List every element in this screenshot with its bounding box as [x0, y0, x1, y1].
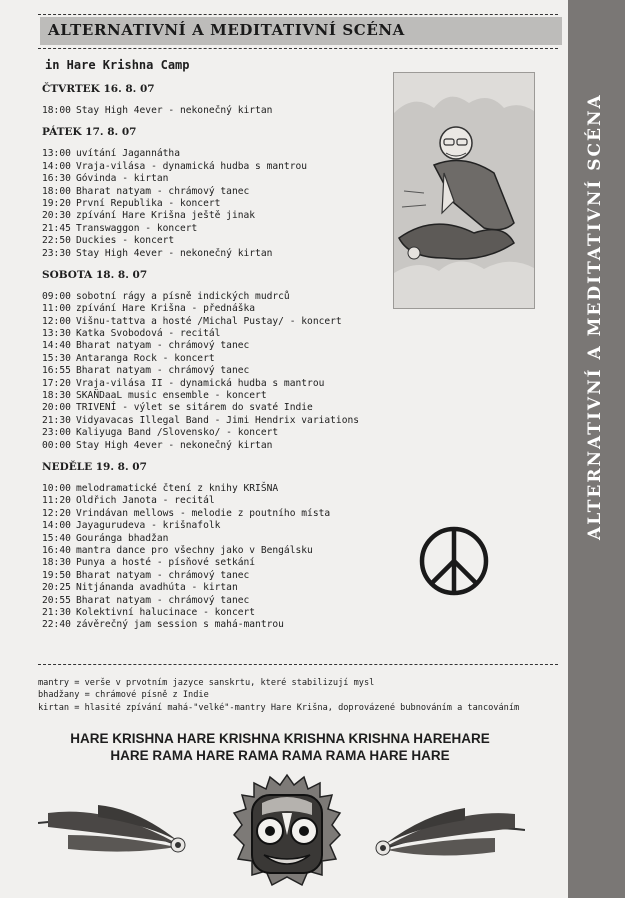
event-text: Jayagurudeva - krišnafolk [76, 520, 221, 532]
event-row [42, 483, 392, 495]
event-row [42, 495, 392, 507]
day-title: PÁTEK 17. 8. 07 [42, 126, 137, 139]
event-text: zpívání Hare Krišna - přednáška [76, 303, 256, 315]
event-text: Góvinda - kirtan [76, 173, 169, 185]
event-text: Vrindávan mellows - melodie z poutního místa [76, 507, 331, 519]
event-time: 20:55 [42, 594, 71, 606]
day-block [42, 125, 392, 260]
event-time: 12:20 [42, 507, 71, 519]
event-text: Bharat natyam - chrámový tanec [76, 185, 250, 197]
peacock-feather-icon [365, 808, 525, 868]
glossary-line: kirtan = hlasité zpívání mahá-"velké"-mantry Hare Krišna, doprovázené bubnováním a tancováním [38, 702, 520, 713]
day-block [42, 268, 392, 452]
event-row [42, 186, 392, 198]
event-row [42, 427, 392, 439]
event-time: 22:50 [42, 235, 71, 247]
event-time: 16:30 [42, 173, 71, 185]
event-row [42, 607, 392, 619]
event-time: 20:30 [42, 210, 71, 222]
maha-mantra [40, 730, 520, 764]
event-text: Vraja-vilása - dynamická hudba s mantrou [76, 160, 308, 172]
event-text: Vraja-vilása II - dynamická hudba s mantrou [76, 377, 325, 389]
event-time: 14:00 [42, 520, 71, 532]
monk-drawing [394, 73, 534, 308]
event-time: 11:20 [42, 495, 71, 507]
event-text: SKAN̈DaaL music ensemble - koncert [76, 390, 267, 402]
day-block [42, 460, 392, 632]
day-block [42, 82, 392, 117]
event-time: 16:40 [42, 544, 71, 556]
event-row [42, 582, 392, 594]
glossary-line: mantry = verše v prvotním jazyce sanskrtu, které stabilizují mysl [38, 678, 375, 688]
event-row [42, 328, 392, 340]
event-text: Stay High 4ever - nekonečný kirtan [76, 105, 273, 116]
event-time: 18:30 [42, 390, 71, 402]
event-row [42, 291, 392, 303]
event-time: 00:00 [42, 439, 71, 451]
event-row [42, 402, 392, 414]
event-time: 19:20 [42, 197, 71, 209]
event-row [42, 508, 392, 520]
page-title: ALTERNATIVNÍ A MEDITATIVNÍ SCÉNA [48, 21, 405, 39]
event-time: 23:30 [42, 247, 71, 259]
event-text: První Republika - koncert [76, 197, 221, 209]
event-row [42, 533, 392, 545]
event-row [42, 595, 392, 607]
event-row [42, 316, 392, 328]
event-text: Vidyavacas Illegal Band - Jimi Hendrix variations [76, 414, 360, 426]
event-time: 18:00 [42, 105, 71, 116]
day-title: SOBOTA 18. 8. 07 [42, 268, 148, 281]
event-time: 14:00 [42, 160, 71, 172]
top-divider [38, 14, 558, 15]
event-text: Bharat natyam - chrámový tanec [76, 594, 250, 606]
event-text: Kaliyuga Band /Slovensko/ - koncert [76, 427, 279, 439]
event-time: 20:25 [42, 582, 71, 594]
event-row [42, 557, 392, 569]
event-time: 22:40 [42, 619, 71, 631]
event-time: 18:30 [42, 557, 71, 569]
event-text: Antaranga Rock - koncert [76, 352, 215, 364]
footer-divider [38, 664, 558, 665]
event-text: Katka Svobodová - recitál [76, 328, 221, 340]
event-row [42, 105, 392, 117]
event-time: 16:55 [42, 365, 71, 377]
event-row [42, 570, 392, 582]
event-row [42, 440, 392, 452]
event-row [42, 148, 392, 160]
event-text: Kolektivní halucinace - koncert [76, 606, 256, 618]
event-time: 18:00 [42, 185, 71, 197]
day-title: ČTVRTEK 16. 8. 07 [42, 83, 155, 95]
event-text: mantra dance pro všechny jako v Bengálsku [76, 544, 313, 556]
event-time: 13:00 [42, 148, 71, 160]
event-time: 23:00 [42, 427, 71, 439]
event-time: 13:30 [42, 328, 71, 340]
event-text: Stay High 4ever - nekonečný kirtan [76, 247, 273, 259]
meditating-monk-illustration [393, 72, 535, 309]
side-banner-text: ALTERNATIVNÍ A MEDITATIVNÍ SCÉNA [585, 93, 605, 540]
jagannath-face-icon [232, 773, 342, 893]
event-row [42, 210, 392, 222]
event-time: 20:00 [42, 402, 71, 414]
event-text: Višnu-tattva a hosté /Michal Pustay/ - koncert [76, 315, 342, 327]
event-row [42, 248, 392, 260]
event-time: 14:40 [42, 340, 71, 352]
peace-icon [418, 525, 490, 597]
event-row [42, 415, 392, 427]
event-time: 09:00 [42, 290, 71, 302]
event-text: Stay High 4ever - nekonečný kirtan [76, 439, 273, 451]
event-row [42, 173, 392, 185]
event-row [42, 390, 392, 402]
event-text: TRIVENÍ - výlet se sitárem do svaté Indie [76, 402, 313, 414]
event-time: 17:20 [42, 377, 71, 389]
event-row [42, 161, 392, 173]
event-text: sobotní rágy a písně indických mudrců [76, 290, 290, 302]
event-time: 12:00 [42, 315, 71, 327]
event-time: 21:45 [42, 222, 71, 234]
event-time: 19:50 [42, 569, 71, 581]
mantra-line-1: HARE KRISHNA HARE KRISHNA KRISHNA KRISHNA HAREHARE [70, 731, 490, 746]
event-text: Gouránga bhadžan [76, 532, 169, 544]
event-text: Nitjánanda avadhúta - kirtan [76, 582, 238, 594]
event-row [42, 223, 392, 235]
event-text: Bharat natyam - chrámový tanec [76, 340, 250, 352]
event-row [42, 198, 392, 210]
glossary-line: bhadžany = chrámové písně z Indie [38, 690, 209, 701]
header-band [40, 17, 562, 45]
event-text: Oldřich Janota - recitál [76, 495, 215, 507]
event-row [42, 545, 392, 557]
event-time: 15:40 [42, 532, 71, 544]
event-time: 15:30 [42, 352, 71, 364]
event-row [42, 378, 392, 390]
event-row [42, 340, 392, 352]
day-title: NEDĚLE 19. 8. 07 [42, 460, 147, 473]
event-row [42, 353, 392, 365]
glossary [38, 677, 558, 714]
event-text: uvítání Jagannátha [76, 148, 180, 160]
event-text: zpívání Hare Krišna ještě jinak [76, 210, 256, 222]
event-text: Transwaggon - koncert [76, 222, 198, 234]
mantra-line-2: HARE RAMA HARE RAMA RAMA RAMA HARE HARE [110, 748, 450, 763]
event-time: 11:00 [42, 303, 71, 315]
event-time: 21:30 [42, 414, 71, 426]
event-row [42, 235, 392, 247]
schedule [42, 82, 392, 640]
event-row [42, 303, 392, 315]
event-text: Punya a hosté - písňové setkání [76, 557, 256, 569]
peacock-feather-icon [38, 805, 198, 865]
event-text: Bharat natyam - chrámový tanec [76, 365, 250, 377]
page-subtitle: in Hare Krishna Camp [45, 58, 190, 72]
event-row [42, 520, 392, 532]
event-text: Bharat natyam - chrámový tanec [76, 569, 250, 581]
event-row [42, 365, 392, 377]
event-time: 21:30 [42, 606, 71, 618]
event-time: 10:00 [42, 482, 71, 494]
event-text: Duckies - koncert [76, 235, 175, 247]
event-text: závěrečný jam session s mahá-mantrou [76, 619, 284, 631]
header-divider [38, 48, 558, 49]
event-text: melodramatické čtení z knihy KRIŠNA [76, 482, 279, 494]
event-row [42, 619, 392, 631]
